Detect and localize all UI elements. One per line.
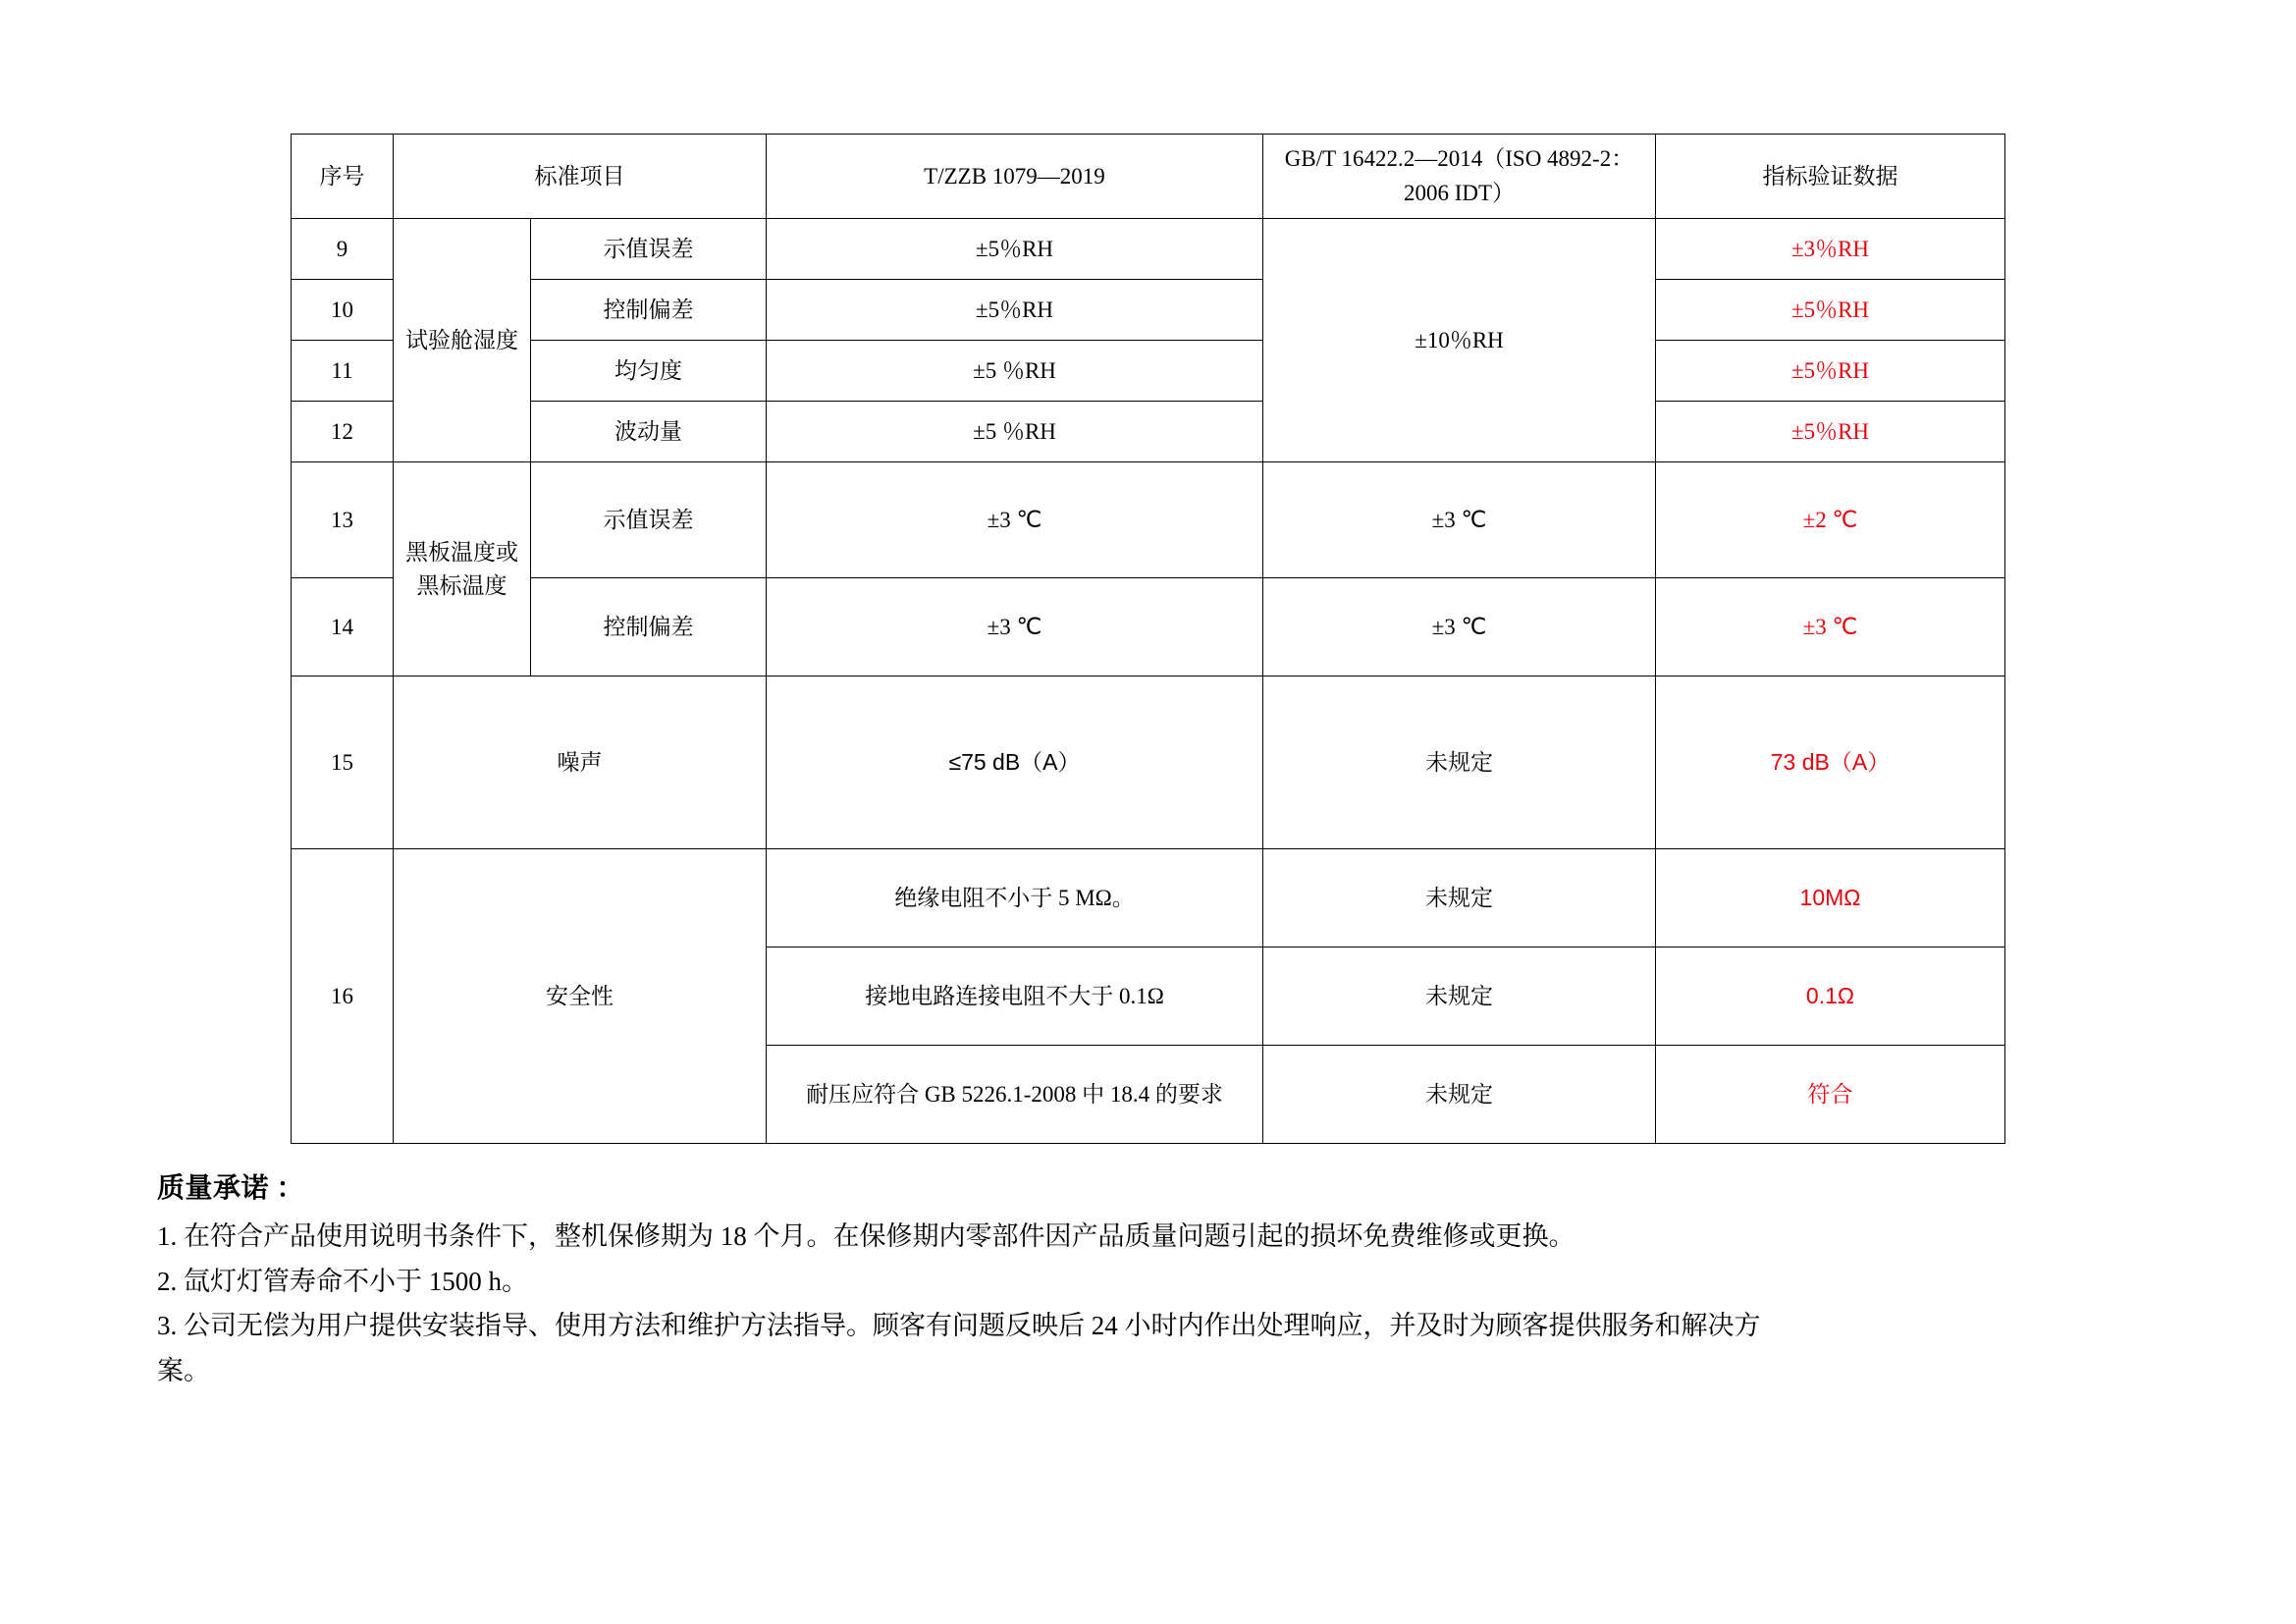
row-no: 16: [292, 849, 394, 1144]
promise-line-1: 1. 在符合产品使用说明书条件下，整机保修期为 18 个月。在保修期内零部件因产品质量问题引起的损坏免费维修或更换。: [157, 1221, 1575, 1251]
header-cell-std1: T/ZZB 1079—2019: [767, 135, 1263, 219]
row-std1: ≤75 dB（A）: [767, 677, 1263, 849]
row-std2: 未规定: [1263, 849, 1656, 947]
row-data: 符合: [1656, 1046, 2005, 1144]
group-label-blackpanel: 黑板温度或黑标温度: [394, 462, 531, 677]
row-std1: ±3 ℃: [767, 578, 1263, 677]
table-row: [292, 462, 2005, 578]
row-sub: 示值误差: [531, 462, 767, 578]
row-std1: 接地电路连接电阻不大于 0.1Ω: [767, 947, 1263, 1046]
row-std2: 未规定: [1263, 677, 1656, 849]
table-row: [292, 280, 2005, 341]
row-std2: ±3 ℃: [1263, 578, 1656, 677]
row-sub: 控制偏差: [531, 578, 767, 677]
table-row: [292, 341, 2005, 402]
row-no: 11: [292, 341, 394, 402]
row-std1: ±5 ％RH: [767, 341, 1263, 402]
promise-line-3-continuation: 案。: [157, 1356, 210, 1386]
row-std2: 未规定: [1263, 947, 1656, 1046]
row-sub: 控制偏差: [531, 280, 767, 341]
row-data: ±3 ℃: [1656, 578, 2005, 677]
table-row: [292, 402, 2005, 462]
row-no: 10: [292, 280, 394, 341]
table-row: [292, 677, 2005, 849]
table-header-row: [292, 135, 2005, 219]
table-row: [292, 219, 2005, 280]
row-std2: ±3 ℃: [1263, 462, 1656, 578]
table-row: [292, 578, 2005, 677]
group-label-humidity: 试验舱湿度: [394, 219, 531, 462]
spec-table-container: [291, 134, 2004, 1144]
header-cell-item: 标准项目: [394, 135, 767, 219]
row-sub: 均匀度: [531, 341, 767, 402]
row-data: 73 dB（A）: [1656, 677, 2005, 849]
promise-line-3: 3. 公司无偿为用户提供安装指导、使用方法和维护方法指导。顾客有问题反映后 24 小时内作出处理响应，并及时为顾客提供服务和解决方: [157, 1311, 1761, 1341]
row-std1: ±5 ％RH: [767, 402, 1263, 462]
group-label-safety: 安全性: [394, 849, 767, 1144]
row-data: 0.1Ω: [1656, 947, 2005, 1046]
promise-line-2: 2. 氙灯灯管寿命不小于 1500 h。: [157, 1266, 528, 1296]
header-cell-no: 序号: [292, 135, 394, 219]
row-std1: 耐压应符合 GB 5226.1-2008 中 18.4 的要求: [767, 1046, 1263, 1144]
quality-promise-section: [157, 1166, 2150, 1395]
table-row: [292, 849, 2005, 947]
merged-gb-humidity: ±10％RH: [1263, 219, 1656, 462]
row-no: 14: [292, 578, 394, 677]
row-std1: 绝缘电阻不小于 5 MΩ。: [767, 849, 1263, 947]
row-no: 13: [292, 462, 394, 578]
row-data: ±3％RH: [1656, 219, 2005, 280]
row-sub: 示值误差: [531, 219, 767, 280]
row-data: ±5％RH: [1656, 280, 2005, 341]
row-sub: 波动量: [531, 402, 767, 462]
row-std2: 未规定: [1263, 1046, 1656, 1144]
row-std1: ±5％RH: [767, 280, 1263, 341]
row-data: 10MΩ: [1656, 849, 2005, 947]
row-std1: ±3 ℃: [767, 462, 1263, 578]
row-data: ±2 ℃: [1656, 462, 2005, 578]
spec-table: [291, 134, 2005, 1144]
row-data: ±5％RH: [1656, 341, 2005, 402]
header-cell-std2: GB/T 16422.2—2014（ISO 4892-2：2006 IDT）: [1263, 135, 1656, 219]
row-no: 9: [292, 219, 394, 280]
group-label-noise: 噪声: [394, 677, 767, 849]
header-cell-data: 指标验证数据: [1656, 135, 2005, 219]
row-data: ±5％RH: [1656, 402, 2005, 462]
row-std1: ±5％RH: [767, 219, 1263, 280]
row-no: 15: [292, 677, 394, 849]
quality-promise-title: 质量承诺 ：: [157, 1173, 305, 1204]
row-no: 12: [292, 402, 394, 462]
